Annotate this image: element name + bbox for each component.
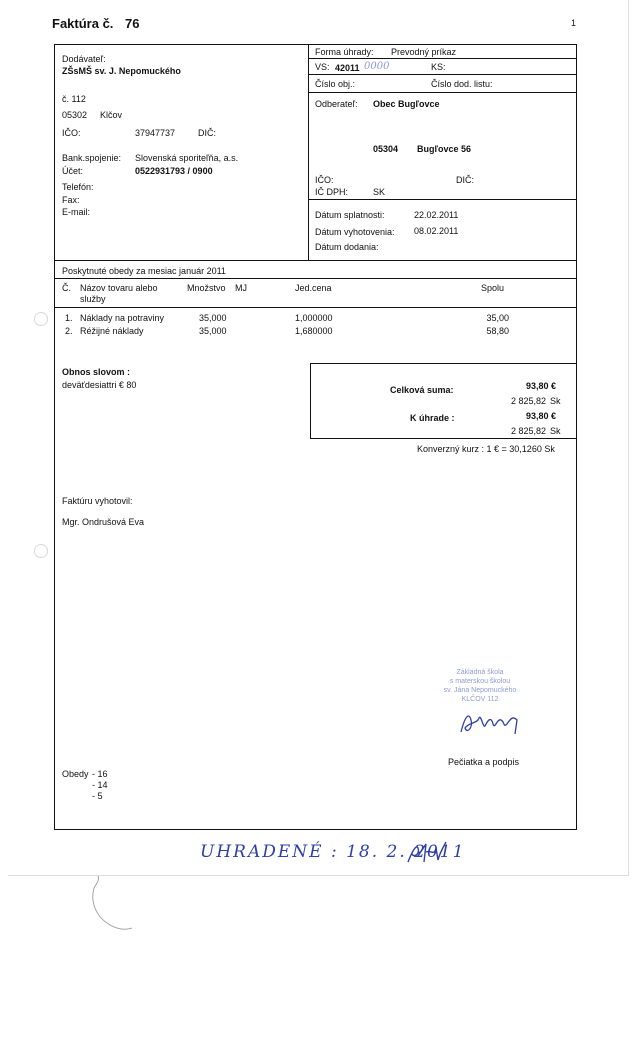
row-qty: 35,000 <box>199 313 227 323</box>
order-number-label: Číslo obj.: <box>315 79 356 89</box>
pencil-mark <box>86 872 146 942</box>
total-sum-label: Celková suma: <box>390 385 454 395</box>
page-number: 1 <box>571 18 577 28</box>
bank-name: Slovenská sporiteľňa, a.s. <box>135 153 239 163</box>
account-label: Účet: <box>62 166 84 176</box>
row-unit-price: 1,000000 <box>295 313 333 323</box>
supplier-city: Klčov <box>100 110 123 120</box>
ks-label: KS: <box>431 62 446 72</box>
issued-date-label: Dátum vyhotovenia: <box>315 227 395 237</box>
row-total: 35,00 <box>486 313 509 323</box>
total-due-sk-unit: Sk <box>550 426 561 436</box>
total-due-sk: 2 825,82 <box>510 426 546 436</box>
issuer-name: Mgr. Ondrušová Eva <box>62 517 145 527</box>
bank-label: Bank.spojenie: <box>62 153 122 163</box>
row-divider <box>308 58 577 59</box>
customer-dic-label: DIČ: <box>456 175 474 185</box>
meals-line: - 5 <box>92 791 103 801</box>
supplier-street: č. 112 <box>62 94 86 104</box>
delivery-date-label: Dátum dodania: <box>315 242 379 252</box>
col-header-total: Spolu <box>481 283 505 293</box>
col-header-name: Názov tovaru alebo <box>80 283 158 293</box>
signature-label: Pečiatka a podpis <box>448 757 520 767</box>
conversion-rate: Konverzný kurz : 1 € = 30,1260 Sk <box>417 444 555 454</box>
customer-ico-label: IČO: <box>315 175 334 185</box>
meals-line: - 16 <box>92 769 108 779</box>
total-sum-eur: 93,80 € <box>525 381 556 391</box>
school-stamp <box>425 668 535 704</box>
stamp-line: KLČOV 112 <box>461 696 499 703</box>
amount-in-words: deväťdesiattri € 80 <box>62 380 137 390</box>
total-due-eur: 93,80 € <box>525 411 556 421</box>
account-number: 0522931793 / 0900 <box>135 166 213 176</box>
issued-date: 08.02.2011 <box>414 226 459 236</box>
supplier-name: ZŠsMŠ sv. J. Nepomuckého <box>62 66 181 76</box>
paid-note-initials <box>404 838 450 868</box>
meals-label: Obedy <box>62 769 89 779</box>
meals-line: - 14 <box>92 780 108 790</box>
customer-city: Bugľovce 56 <box>417 144 471 154</box>
email-label: E-mail: <box>62 207 91 217</box>
customer-label: Odberateľ: <box>315 99 358 109</box>
col-header-num: Č. <box>62 283 71 293</box>
supplier-dic-label: DIČ: <box>198 128 216 138</box>
vs-value: 42011 <box>335 63 360 73</box>
words-label: Obnos slovom : <box>62 367 131 377</box>
col-header-name-2: služby <box>80 294 106 304</box>
paid-handwritten-note: UHRADENÉ : 18. 2. 2011 <box>200 842 466 862</box>
stamp-line: s materskou školou <box>449 678 511 685</box>
row-divider <box>54 278 577 279</box>
supplier-ico: 37947737 <box>135 128 176 138</box>
invoice-title: Faktúra č. <box>52 16 114 31</box>
row-num: 1. <box>65 313 73 323</box>
due-date-label: Dátum splatnosti: <box>315 210 385 220</box>
stamp-line: sv. Jána Nepomuckého <box>443 687 517 694</box>
invoice-number: 76 <box>125 16 140 31</box>
row-num: 2. <box>65 326 73 336</box>
issuer-label: Faktúru vyhotovil: <box>62 496 133 506</box>
fax-label: Fax: <box>62 195 80 205</box>
supplier-label: Dodávateľ: <box>62 54 106 64</box>
col-header-unit-price: Jed.cena <box>295 283 332 293</box>
supplier-zip: 05302 <box>62 110 88 120</box>
row-divider <box>54 307 577 308</box>
handwritten-signature <box>455 706 525 740</box>
col-header-qty: Množstvo <box>187 283 226 293</box>
phone-label: Telefón: <box>62 182 94 192</box>
total-sum-sk: 2 825,82 <box>510 396 546 406</box>
supplier-ico-label: IČO: <box>62 128 81 138</box>
stamp-line: Základná škola <box>456 669 504 676</box>
customer-icdph: SK <box>373 187 386 197</box>
row-name: Réžijné náklady <box>80 326 144 336</box>
payment-form: Prevodný príkaz <box>391 47 457 57</box>
row-divider <box>308 74 577 75</box>
row-total: 58,80 <box>486 326 509 336</box>
customer-name: Obec Bugľovce <box>373 99 440 109</box>
punch-hole <box>34 544 48 558</box>
vs-handwritten: 0000 <box>364 61 390 72</box>
row-unit-price: 1,680000 <box>295 326 333 336</box>
row-name: Náklady na potraviny <box>80 313 165 323</box>
delivery-note-label: Číslo dod. listu: <box>431 79 493 89</box>
punch-hole <box>34 312 48 326</box>
vs-label: VS: <box>315 62 330 72</box>
due-date: 22.02.2011 <box>414 210 459 220</box>
row-qty: 35,000 <box>199 326 227 336</box>
customer-zip: 05304 <box>373 144 399 154</box>
col-header-unit: MJ <box>235 283 247 293</box>
total-sum-sk-unit: Sk <box>550 396 561 406</box>
total-due-label: K úhrade : <box>410 413 455 423</box>
row-divider <box>54 260 577 261</box>
invoice-description: Poskytnuté obedy za mesiac január 2011 <box>62 266 226 276</box>
payment-form-label: Forma úhrady: <box>315 47 374 57</box>
customer-icdph-label: IČ DPH: <box>315 187 349 197</box>
